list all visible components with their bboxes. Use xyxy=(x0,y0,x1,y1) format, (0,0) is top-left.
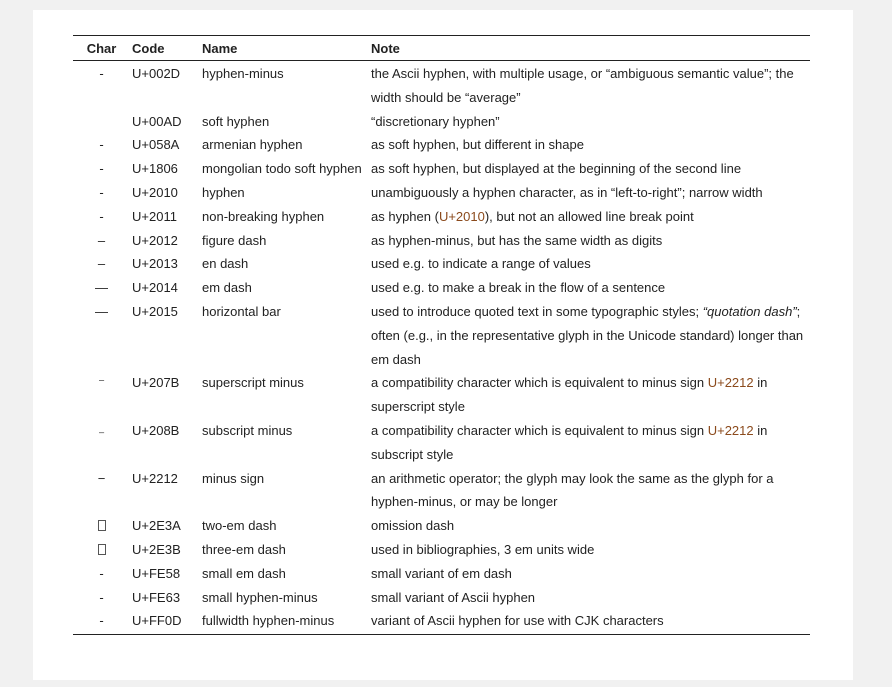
cell-code: U+2015 xyxy=(132,303,178,319)
cell-note: as soft hyphen, but displayed at the beginning of the second line xyxy=(371,161,742,177)
cell-char xyxy=(73,110,130,134)
cell-name: horizontal bar xyxy=(202,303,281,319)
cell-char: – xyxy=(97,232,106,248)
cell-code: U+FE58 xyxy=(132,565,181,581)
cell-name: small hyphen-minus xyxy=(202,589,318,605)
missing-glyph-icon xyxy=(98,544,106,555)
cell-name: superscript minus xyxy=(202,375,304,391)
cell-code: U+2010 xyxy=(132,184,178,200)
cell-name: minus sign xyxy=(202,470,265,486)
cell-char: - xyxy=(99,66,104,81)
cell-char: - xyxy=(99,137,104,153)
cell-name: three-em dash xyxy=(202,541,286,557)
table-row xyxy=(73,181,810,205)
cell-note xyxy=(369,371,810,419)
code-reference-link[interactable]: U+2010 xyxy=(438,208,485,224)
cell-note: omission dash xyxy=(371,518,455,534)
table-header-row xyxy=(73,36,810,61)
header-code: Code xyxy=(130,36,200,61)
cell-name: two-em dash xyxy=(202,518,277,534)
code-reference-link[interactable]: U+2212 xyxy=(707,375,754,391)
cell-code: U+00AD xyxy=(132,113,182,129)
cell-char xyxy=(73,514,130,538)
cell-name: armenian hyphen xyxy=(202,137,303,153)
cell-code: U+2013 xyxy=(132,256,178,272)
cell-note: unambiguously a hyphen character, as in “left-to-right”; narrow width xyxy=(371,184,763,200)
header-name: Name xyxy=(200,36,369,61)
cell-code: U+2E3A xyxy=(132,518,181,534)
cell-code: U+2011 xyxy=(132,208,177,224)
table-row xyxy=(73,229,810,253)
cell-note: an arithmetic operator; the glyph may look the same as the glyph for a hyphen-minus, or may be longer xyxy=(371,470,774,510)
cell-note: used e.g. to make a break in the flow of a sentence xyxy=(371,280,666,296)
header-char: Char xyxy=(73,36,130,61)
cell-char: - xyxy=(99,565,104,581)
table-row xyxy=(73,586,810,610)
cell-name: soft hyphen xyxy=(202,113,270,129)
table-row xyxy=(73,371,810,419)
cell-char: - xyxy=(99,184,104,200)
cell-name: figure dash xyxy=(202,232,267,248)
cell-char: — xyxy=(95,280,108,296)
cell-char: − xyxy=(97,470,106,486)
cell-name: small em dash xyxy=(202,565,286,581)
table-row xyxy=(73,276,810,300)
cell-note: used in bibliographies, 3 em units wide xyxy=(371,541,595,557)
cell-char: — xyxy=(95,303,108,319)
dash-characters-table xyxy=(73,35,810,635)
note-text: as hyphen ( xyxy=(371,208,439,224)
cell-note xyxy=(369,205,810,229)
cell-code: U+2E3B xyxy=(132,541,181,557)
cell-code: U+FF0D xyxy=(130,609,200,634)
note-text: used to introduce quoted text in some typographic styles; xyxy=(371,303,703,319)
cell-name: mongolian todo soft hyphen xyxy=(202,161,362,177)
cell-char: – xyxy=(97,256,106,272)
cell-note: variant of Ascii hyphen for use with CJK characters xyxy=(369,609,810,634)
cell-char: - xyxy=(73,609,130,634)
table-row xyxy=(73,467,810,515)
cell-code: U+1806 xyxy=(132,161,178,177)
note-text: a compatibility character which is equivalent to minus sign xyxy=(371,375,708,391)
cell-char: ₋ xyxy=(98,422,105,438)
table-row xyxy=(73,252,810,276)
cell-note: “discretionary hyphen” xyxy=(371,113,500,129)
cell-note xyxy=(369,419,810,467)
cell-char xyxy=(73,538,130,562)
cell-code: U+207B xyxy=(132,375,180,391)
cell-code: U+208B xyxy=(132,422,180,438)
table-row xyxy=(73,205,810,229)
cell-note: as hyphen-minus, but has the same width as digits xyxy=(371,232,663,248)
table-row xyxy=(73,133,810,157)
code-reference-link[interactable]: U+2212 xyxy=(707,422,754,438)
note-text: in superscript style xyxy=(371,375,768,415)
cell-char: - xyxy=(99,208,104,224)
cell-note xyxy=(369,300,810,371)
missing-glyph-icon xyxy=(98,520,106,531)
note-text: in subscript style xyxy=(371,422,768,462)
cell-note: as soft hyphen, but different in shape xyxy=(371,137,584,153)
note-text: a compatibility character which is equivalent to minus sign xyxy=(371,422,708,438)
cell-note: the Ascii hyphen, with multiple usage, or “ambiguous semantic value”; the width should be “average” xyxy=(371,66,794,105)
cell-name: en dash xyxy=(202,256,249,272)
cell-code: U+2212 xyxy=(132,470,178,486)
cell-code: U+002D xyxy=(132,66,181,81)
note-emphasis: “quotation dash” xyxy=(702,303,797,319)
cell-name: hyphen xyxy=(202,184,245,200)
cell-code: U+2014 xyxy=(132,280,178,296)
cell-name: non-breaking hyphen xyxy=(202,208,325,224)
table-row xyxy=(73,61,810,110)
table-row xyxy=(73,562,810,586)
cell-name: fullwidth hyphen-minus xyxy=(200,609,369,634)
cell-char: - xyxy=(99,161,104,177)
header-note: Note xyxy=(369,36,810,61)
cell-code: U+FE63 xyxy=(132,589,181,605)
cell-code: U+2012 xyxy=(132,232,178,248)
note-text: ), but not an allowed line break point xyxy=(484,208,694,224)
table-row xyxy=(73,514,810,538)
table-row xyxy=(73,609,810,634)
cell-name: subscript minus xyxy=(202,422,293,438)
table-row xyxy=(73,110,810,134)
document-page xyxy=(33,10,853,680)
cell-name: hyphen-minus xyxy=(202,66,284,81)
cell-char: - xyxy=(99,589,104,605)
note-text: ; often (e.g., in the representative glyph in the Unicode standard) longer than em dash xyxy=(371,303,804,367)
table-row xyxy=(73,300,810,371)
table-row xyxy=(73,157,810,181)
table-row xyxy=(73,538,810,562)
cell-note: small variant of Ascii hyphen xyxy=(371,589,536,605)
cell-name: em dash xyxy=(202,280,252,296)
table-row xyxy=(73,419,810,467)
cell-char: ⁻ xyxy=(98,375,105,391)
cell-code: U+058A xyxy=(132,137,180,153)
cell-note: small variant of em dash xyxy=(371,565,512,581)
cell-note: used e.g. to indicate a range of values xyxy=(371,256,591,272)
